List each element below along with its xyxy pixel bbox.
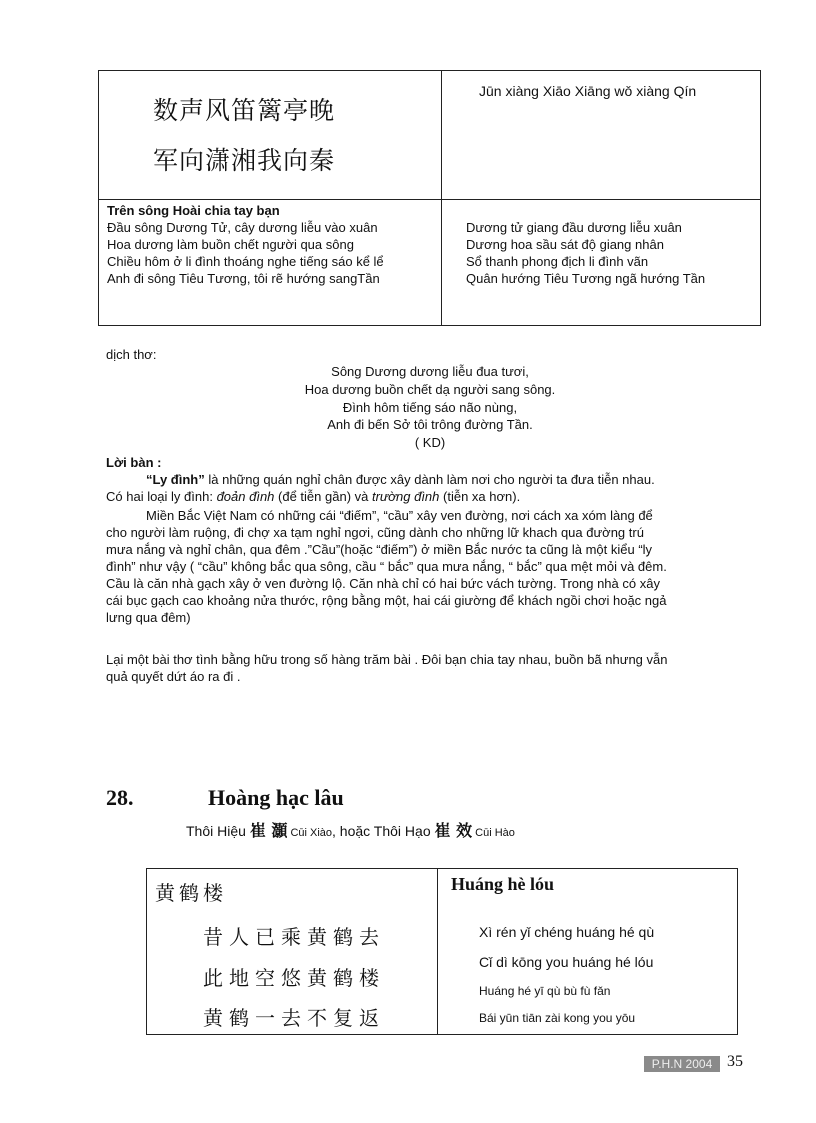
commentary-p1-line-1 bbox=[106, 471, 746, 488]
poem2-cn-line-1: 昔人已乘黄鹤去 bbox=[203, 925, 385, 949]
page-number: 35 bbox=[727, 1053, 743, 1070]
poem1-hanviet-line-3: Sổ thanh phong địch li đình vãn bbox=[466, 254, 649, 269]
section-author-line bbox=[186, 818, 515, 841]
poem1-hanviet-line-2: Dương hoa sầu sát độ giang nhân bbox=[466, 237, 664, 252]
poem1-pinyin-line: Jūn xiàng Xiāo Xiāng wǒ xiàng Qín bbox=[479, 83, 697, 99]
author-name-2: , hoặc Thôi Hạo bbox=[332, 823, 435, 839]
poem2-pinyin-line-4: Bái yūn tiān zài kong you yōu bbox=[479, 1011, 636, 1025]
commentary-p2-line-1: Miền Bắc Việt Nam có những cái “điếm”, “cầu” xây ven đường, nơi cách xa xóm làng để bbox=[146, 508, 653, 523]
commentary-p3-line-2: quả quyết dứt áo ra đi . bbox=[106, 669, 241, 684]
translation-line-3: Đình hôm tiếng sáo não nùng, bbox=[342, 400, 518, 415]
poem1-vn-line-4: Anh đi sông Tiêu Tương, tôi rẽ hướng sangTần bbox=[107, 271, 380, 286]
poem1-vn-line-2: Hoa dương làm buồn chết người qua sông bbox=[107, 237, 354, 252]
poem1-vn-title: Trên sông Hoài chia tay bạn bbox=[107, 203, 280, 218]
commentary-paragraph-2 bbox=[106, 507, 746, 626]
author-cn-1: 崔 灝 bbox=[249, 821, 288, 840]
translation-line-4: Anh đi bến Sở tôi trông đường Tần. bbox=[327, 417, 533, 432]
author-name-1: Thôi Hiệu bbox=[186, 823, 250, 839]
commentary-p1-text: là những quán nghỉ chân được xây dành làm nơi cho người ta đưa tiễn nhau. bbox=[204, 472, 655, 487]
commentary-p2-line-5: Cầu là căn nhà gạch xây ở ven đường lộ. Căn nhà chỉ có hai bức vách tường. Trong nhà có xây bbox=[106, 576, 660, 591]
poem2-pinyin-title: Huáng hè lóu bbox=[451, 874, 555, 894]
translation-line-1: Sông Dương dương liễu đua tươi, bbox=[331, 364, 529, 379]
commentary-paragraph-1 bbox=[106, 471, 746, 505]
poem2-pinyin-line-3: Huáng hé yī qù bù fù fǎn bbox=[479, 984, 611, 998]
commentary-p2-line-6: cái bục gạch cao khoảng nửa thước, rộng bằng một, hai cái giường để khách ngồi chơi hoặc ngả bbox=[106, 593, 667, 608]
commentary-p3-line-1: Lại một bài thơ tình bằng hữu trong số hàng trăm bài . Đôi bạn chia tay nhau, buồn bã nhưng vẫn bbox=[106, 652, 668, 667]
commentary-p2-line-2: cho người làm ruộng, đi chợ xa tạm nghỉ ngơi, cũng dành cho những lữ khach qua đường trú bbox=[106, 525, 644, 540]
poem1-vn-line-1: Đầu sông Dương Tử, cây dương liễu vào xuân bbox=[107, 220, 378, 235]
commentary-p1-text-a: Có hai loại ly đình: bbox=[106, 489, 217, 504]
table-divider-vertical bbox=[437, 869, 438, 1034]
commentary-p2-line-7: lưng qua đêm) bbox=[106, 610, 191, 625]
commentary-label: Lời bàn : bbox=[106, 455, 162, 470]
commentary-p1-text-c: (tiễn xa hơn). bbox=[439, 489, 521, 504]
translation-line-2: Hoa dương buồn chết dạ người sang sông. bbox=[304, 382, 556, 397]
poem1-vn-line-3: Chiều hôm ở li đình thoáng nghe tiếng sáo kể lể bbox=[107, 254, 384, 269]
table-divider-vertical bbox=[441, 71, 442, 325]
translation-credit: ( KD) bbox=[414, 435, 446, 450]
section-title: Hoàng hạc lâu bbox=[208, 785, 344, 810]
commentary-p1-text-b: (để tiễn gần) và bbox=[274, 489, 372, 504]
poem1-hanviet-line-4: Quân hướng Tiêu Tương ngã hướng Tần bbox=[466, 271, 706, 286]
commentary-paragraph-3 bbox=[106, 651, 746, 685]
poem2-cn-title: 黄鹤楼 bbox=[155, 881, 227, 905]
poem-table-2 bbox=[146, 868, 738, 1035]
poem2-cn-line-3: 黄鹤一去不复返 bbox=[203, 1006, 385, 1030]
author-pinyin-2: Cūi Hào bbox=[472, 827, 515, 839]
author-pinyin-1: Cūi Xiào bbox=[287, 827, 333, 839]
poem1-hanviet-line-1: Dương tử giang đầu dương liễu xuân bbox=[466, 220, 682, 235]
commentary-p2-line-3: mưa nắng và nghỉ chân, qua đêm .”Cầu”(hoặc “điếm”) ở miền Bắc nước ta cũng là một kiểu “ly bbox=[106, 542, 653, 557]
section-number: 28. bbox=[106, 785, 134, 810]
poem2-cn-line-2: 此地空悠黄鹤楼 bbox=[203, 966, 385, 990]
poem-table-1 bbox=[98, 70, 761, 326]
translation-label: dịch thơ: bbox=[106, 347, 157, 362]
commentary-p2-line-4: đình” như vậy ( “cầu” không bắc qua sông, cầu “ bắc” qua mưa nắng, “ bắc” qua mệt mỏi và đêm. bbox=[106, 559, 667, 574]
poem2-pinyin-line-1: Xì rén yǐ chéng huáng hé qù bbox=[479, 924, 655, 940]
table-divider-horizontal bbox=[99, 199, 760, 200]
author-cn-2: 崔 效 bbox=[434, 821, 473, 840]
poem1-cn-line-2: 军向潇湘我向秦 bbox=[153, 146, 336, 175]
poem2-pinyin-line-2: Cǐ dì kōng you huáng hé lóu bbox=[479, 954, 654, 970]
poem1-cn-line-1: 数声风笛篱亭晚 bbox=[153, 96, 336, 125]
footer-badge: P.H.N 2004 bbox=[644, 1056, 720, 1072]
term-doan-dinh: đoản đình bbox=[216, 489, 275, 504]
commentary-p1-line-2 bbox=[106, 488, 746, 505]
term-ly-dinh: “Ly đình” bbox=[146, 472, 205, 487]
term-truong-dinh: trường đình bbox=[371, 489, 440, 504]
